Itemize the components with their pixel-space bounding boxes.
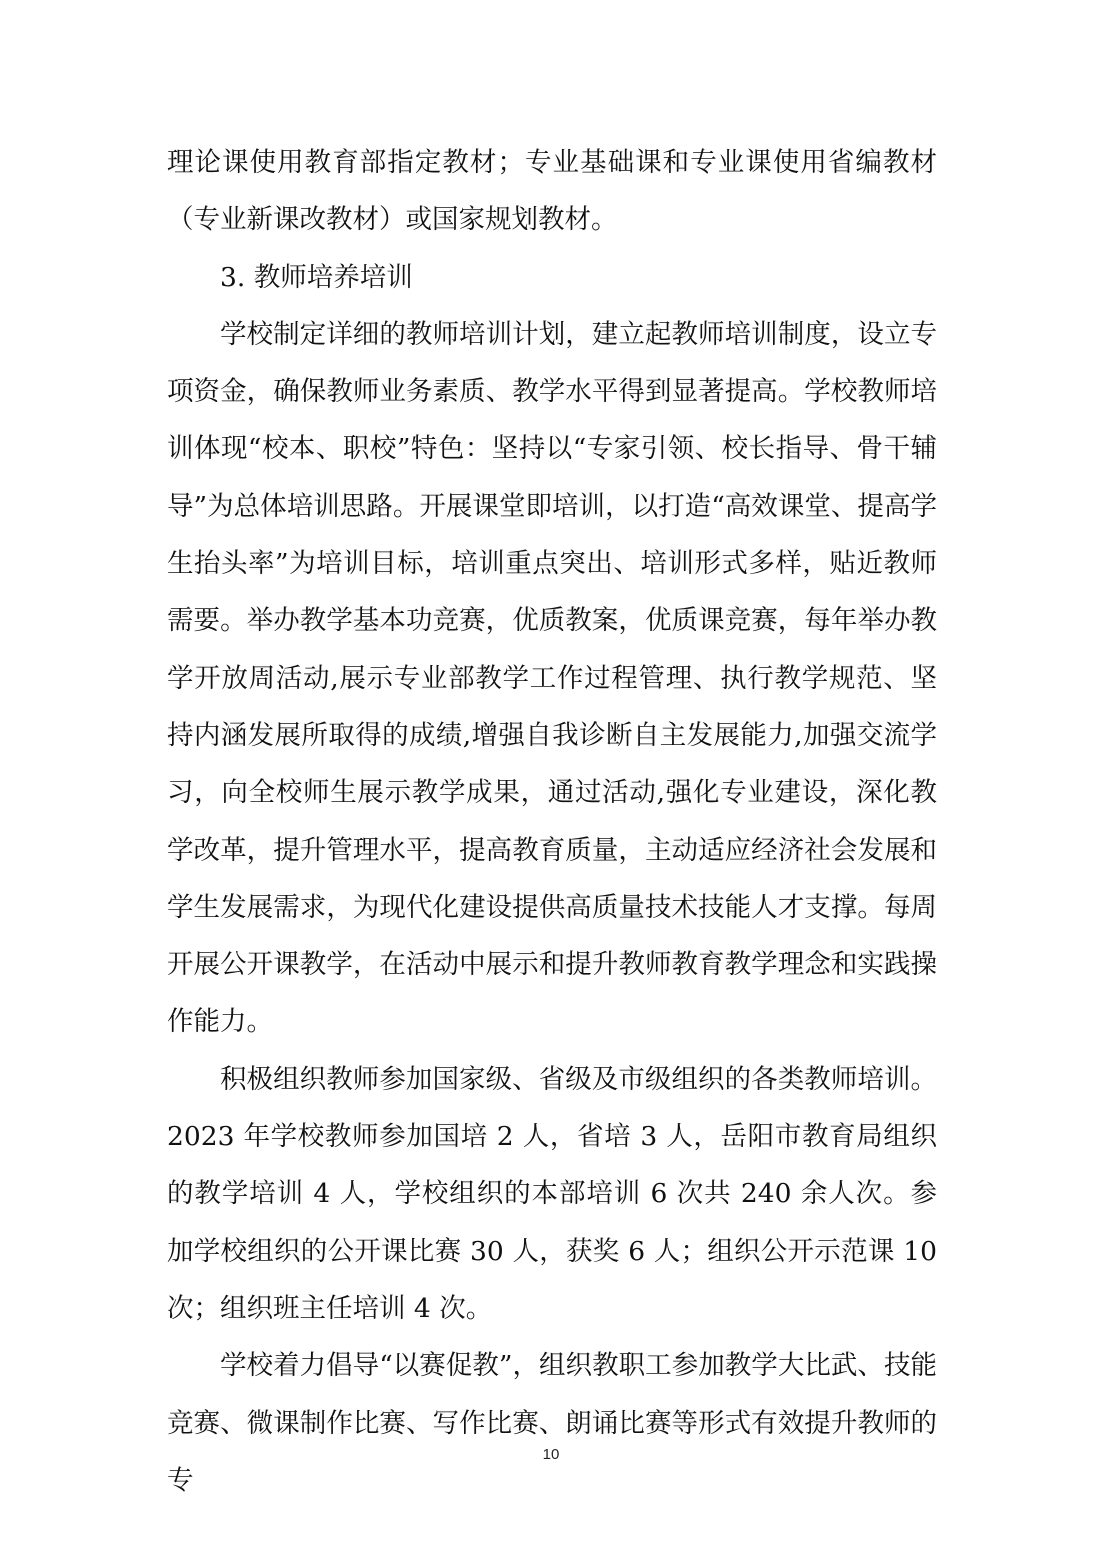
page-number: 10 (542, 1446, 560, 1463)
page-content (167, 134, 937, 1509)
paragraph-textbook: 理论课使用教育部指定教材；专业基础课和专业课使用省编教材（专业新课改教材）或国家规划教材。 (167, 147, 937, 236)
paragraph-training-plan: 学校制定详细的教师培训计划，建立起教师培训制度，设立专项资金，确保教师业务素质、教学水平得到显著提高。学校教师培训体现“校本、职校”特色：坚持以“专家引领、校长指导、骨干辅导”为总体培训思路。开展课堂即培训，以打造“高效课堂、提高学生抬头率”为培训目标，培训重点突出、培训形式多样，贴近教师需要。举办教学基本功竞赛，优质教案，优质课竞赛，每年举办教学开放周活动,展示专业部教学工作过程管理、执行教学规范、坚持内涵发展所取得的成绩,增强自我诊断自主发展能力,加强交流学习，向全校师生展示教学成果，通过活动,强化专业建设，深化教学改革，提升管理水平，提高教育质量，主动适应经济社会发展和学生发展需求，为现代化建设提供高质量技术技能人才支撑。每周开展公开课教学，在活动中展示和提升教师教育教学理念和实践操作能力。 (167, 318, 937, 1038)
section-heading-teacher-training: 3. 教师培养培训 (220, 261, 413, 293)
paragraph-competitions: 学校着力倡导“以赛促教”，组织教职工参加教学大比武、技能竞赛、微课制作比赛、写作比赛、朗诵比赛等形式有效提升教师的专 (167, 1350, 937, 1496)
paragraph-training-stats: 积极组织教师参加国家级、省级及市级组织的各类教师培训。2023 年学校教师参加国培 2 人，省培 3 人，岳阳市教育局组织的教学培训 4 人，学校组织的本部培训 6 次共 240 余人次。参加学校组织的公开课比赛 30 人，获奖 6 人；组织公开示范课 10 次；组织班主任培训 4 次。 (167, 1063, 937, 1324)
